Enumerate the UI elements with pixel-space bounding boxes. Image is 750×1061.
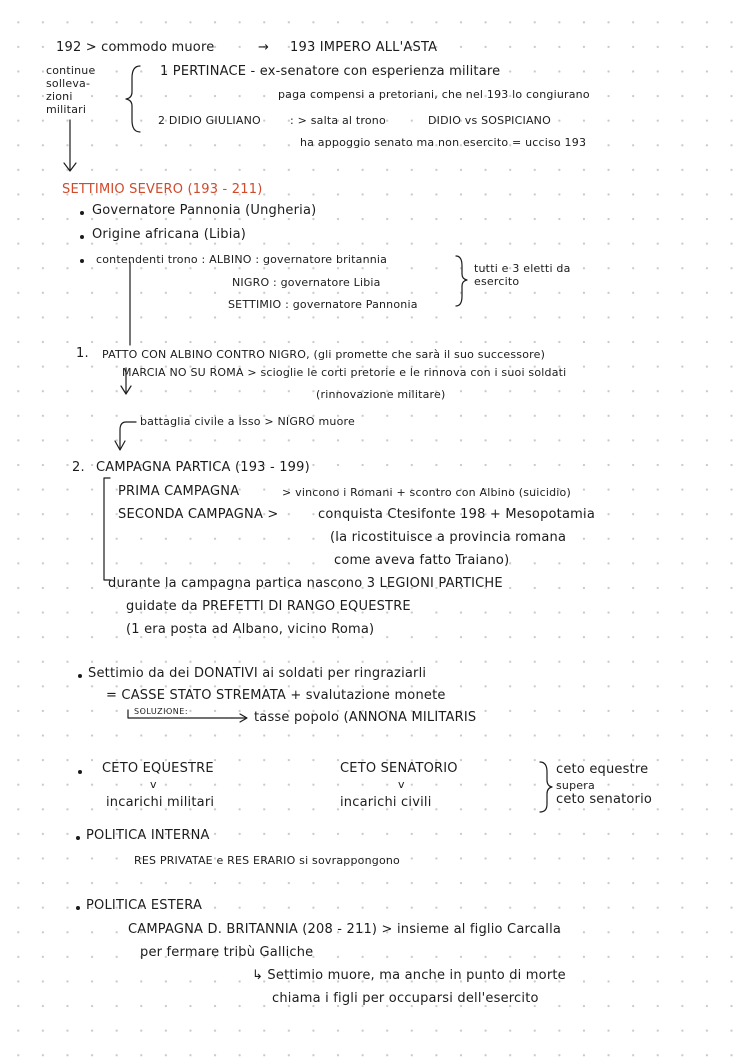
point1-num: 1. (76, 346, 89, 361)
severo-bullet-2: Origine africana (Libia) (92, 227, 247, 242)
point2-line-7: (1 era posta ad Albano, vicino Roma) (126, 622, 375, 637)
didio: 2 DIDIO GIULIANO (158, 114, 261, 127)
ceti-right-1: ceto equestre (556, 762, 649, 777)
severo-bullet-1: Governatore Pannonia (Ungheria) (92, 203, 317, 218)
ceti-right-2: supera (556, 779, 595, 792)
ceti-right-3: ceto senatorio (556, 792, 653, 807)
bullet (76, 836, 80, 840)
bullet (76, 906, 80, 910)
bullet (80, 259, 84, 263)
point1-loop (120, 422, 136, 448)
point2-line-4: come aveva fatto Traiano) (334, 553, 510, 568)
point2-seconda: SECONDA CAMPAGNA > (118, 507, 279, 522)
bullet (78, 674, 82, 678)
severo-settimio: SETTIMIO : governatore Pannonia (228, 298, 418, 311)
donativi-line-1: Settimio da dei DONATIVI ai soldati per ringraziarli (88, 666, 427, 681)
bullet (80, 211, 84, 215)
interna-line-1: RES PRIVATAE e RES ERARIO si sovrappongono (134, 854, 400, 867)
side-note-2: solleva- (46, 77, 91, 90)
arrow-icon: → (258, 40, 270, 55)
point1-line-3: (rinnovazione militare) (316, 388, 446, 401)
ceto-senatorio: CETO SENATORIO (340, 761, 458, 776)
contendenti-brace (456, 256, 467, 306)
ceto-equestre-arrow: v (150, 778, 157, 791)
bullet (78, 770, 82, 774)
estera-line-3: ↳ Settimio muore, ma anche in punto di morte (252, 968, 566, 983)
contendenti-note: tutti e 3 eletti da esercito (474, 262, 571, 288)
pertinace: 1 PERTINACE - ex-senatore con esperienza militare (160, 64, 501, 79)
point1-line-1: PATTO CON ALBINO CONTRO NIGRO, (gli promette che sarà il suo successore) (102, 348, 546, 361)
severo-title: SETTIMIO SEVERO (193 - 211) (62, 182, 263, 197)
point2-line-3: (la ricostituisce a provincia romana (330, 530, 567, 545)
interna-title: POLITICA INTERNA (86, 828, 210, 843)
severo-bullet-3: contendenti trono : ALBINO : governatore britannia (96, 253, 388, 266)
campaign-bracket (104, 478, 110, 580)
ceto-equestre: CETO EQUESTRE (102, 761, 214, 776)
donativi-line-3: tasse popolo (ANNONA MILITARIS (254, 710, 477, 725)
header-line-1: 192 > commodo muore (56, 40, 215, 55)
point2-line-6: guidate da PREFETTI DI RANGO EQUESTRE (126, 599, 411, 614)
ceto-equestre-sub: incarichi militari (106, 795, 215, 810)
didio-detail-2: ha appoggio senato ma non esercito = ucciso 193 (300, 136, 587, 149)
estera-line-1: CAMPAGNA D. BRITANNIA (208 - 211) > insieme al figlio Carcalla (128, 922, 562, 937)
point2-prima: PRIMA CAMPAGNA (118, 484, 240, 499)
point2-title: CAMPAGNA PARTICA (193 - 199) (96, 460, 310, 475)
side-note-4: militari (46, 103, 87, 116)
point2-seconda-detail: conquista Ctesifonte 198 + Mesopotamia (318, 507, 595, 522)
severo-niger: NIGRO : governatore Libia (232, 276, 381, 289)
ceto-senatorio-arrow: v (398, 778, 405, 791)
soluzione-label: SOLUZIONE: (134, 707, 189, 716)
pertinace-detail: paga compensi a pretoriani, che nel 193 lo congiurano (278, 88, 590, 101)
point1-line-2: MARCIA NO SU ROMA > scioglie le corti pretorie e le rinnova con i suoi soldati (122, 366, 567, 379)
point2-prima-detail: > vincono i Romani + scontro con Albino (suicidio) (282, 486, 571, 499)
header-line-1b: 193 IMPERO ALL'ASTA (290, 40, 438, 55)
point1-line-4: battaglia civile a Isso > NIGRO muore (140, 415, 355, 428)
header-brace (126, 66, 140, 132)
didio-vs: DIDIO vs SOSPICIANO (428, 114, 551, 127)
side-note-1: continue (46, 64, 96, 77)
bullet (80, 235, 84, 239)
donativi-line-2: = CASSE STATO STREMATA + svalutazione monete (106, 688, 446, 703)
didio-detail: : > salta al trono (290, 114, 386, 127)
point2-num: 2. (72, 460, 85, 475)
ceti-brace (540, 762, 552, 812)
ceto-senatorio-sub: incarichi civili (340, 795, 432, 810)
estera-line-4: chiama i figli per occuparsi dell'esercito (272, 991, 539, 1006)
side-note-3: zioni (46, 90, 73, 103)
point2-line-5: durante la campagna partica nascono 3 LEGIONI PARTICHE (108, 576, 503, 591)
estera-title: POLITICA ESTERA (86, 898, 203, 913)
estera-line-2: per fermare tribù Galliche (140, 945, 314, 960)
